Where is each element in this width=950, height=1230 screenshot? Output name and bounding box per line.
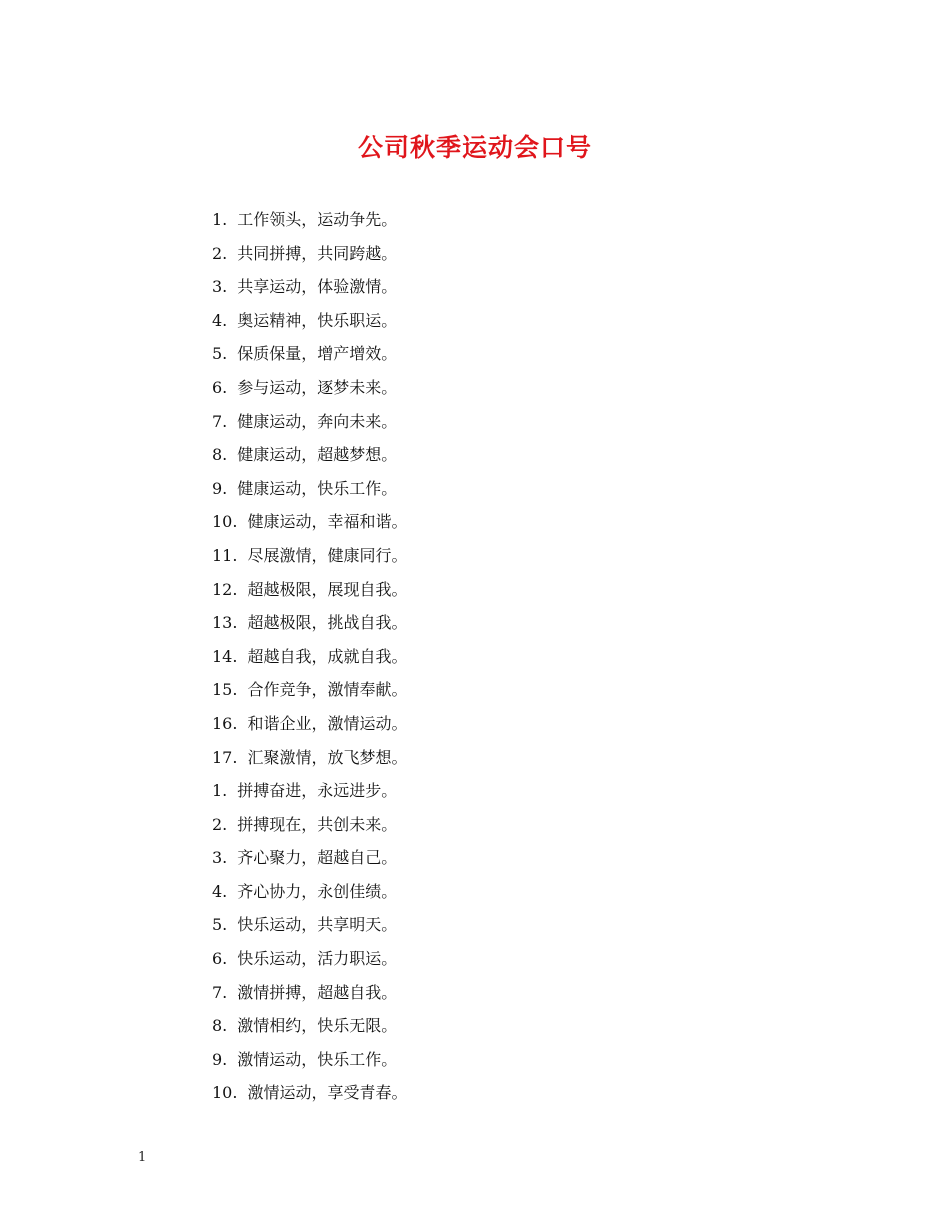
- list-item-text: 激情运动，享受青春。: [247, 1083, 408, 1103]
- list-item-text: 健康运动，奔向未来。: [237, 411, 398, 431]
- list-item-number: 8.: [212, 445, 228, 465]
- list-item-text: 超越自我，成就自我。: [247, 646, 408, 666]
- list-item-number: 10.: [212, 512, 238, 532]
- list-item-text: 合作竞争，激情奉献。: [247, 680, 408, 700]
- list-item: [212, 841, 407, 875]
- list-item-text: 健康运动，幸福和谐。: [247, 512, 408, 532]
- list-item-text: 健康运动，超越梦想。: [237, 445, 398, 465]
- list-item-number: 6.: [212, 377, 228, 397]
- list-item: [212, 808, 407, 842]
- list-item-text: 快乐运动，活力职运。: [237, 949, 398, 969]
- list-item: [212, 942, 407, 976]
- list-item-number: 9.: [212, 478, 228, 498]
- slogan-list: [212, 203, 407, 1110]
- list-item-text: 参与运动，逐梦未来。: [237, 377, 398, 397]
- list-item-number: 8.: [212, 1016, 228, 1036]
- list-item: [212, 573, 407, 607]
- list-item-number: 2.: [212, 814, 228, 834]
- list-item-text: 奥运精神，快乐职运。: [237, 310, 398, 330]
- list-item-text: 共享运动，体验激情。: [237, 277, 398, 297]
- list-item-number: 11.: [212, 545, 238, 565]
- list-item: [212, 337, 407, 371]
- list-item-text: 激情运动，快乐工作。: [237, 1049, 398, 1069]
- list-item-text: 拼搏现在，共创未来。: [237, 814, 398, 834]
- list-item-number: 13.: [212, 613, 238, 633]
- list-item-number: 3.: [212, 848, 228, 868]
- list-item: [212, 371, 407, 405]
- list-item-number: 7.: [212, 982, 228, 1002]
- list-item: [212, 505, 407, 539]
- list-item: [212, 405, 407, 439]
- list-item: [212, 270, 407, 304]
- list-item-text: 齐心聚力，超越自己。: [237, 848, 398, 868]
- list-item: [212, 673, 407, 707]
- page-title: 公司秋季运动会口号: [357, 133, 592, 162]
- list-item-text: 汇聚激情，放飞梦想。: [247, 747, 408, 767]
- list-item: [212, 472, 407, 506]
- list-item: [212, 774, 407, 808]
- list-item-text: 超越极限，挑战自我。: [247, 613, 408, 633]
- list-item-text: 保质保量，增产增效。: [237, 344, 398, 364]
- list-item-text: 超越极限，展现自我。: [247, 579, 408, 599]
- list-item-number: 1.: [212, 781, 228, 801]
- list-item-number: 16.: [212, 713, 238, 733]
- list-item: [212, 908, 407, 942]
- list-item: [212, 606, 407, 640]
- list-item: [212, 741, 407, 775]
- list-item-number: 4.: [212, 310, 228, 330]
- page-number: 1: [138, 1150, 147, 1165]
- list-item: [212, 203, 407, 237]
- list-item-number: 12.: [212, 579, 238, 599]
- list-item: [212, 304, 407, 338]
- list-item-number: 17.: [212, 747, 238, 767]
- list-item-text: 共同拼搏，共同跨越。: [237, 243, 398, 263]
- list-item-number: 5.: [212, 344, 228, 364]
- list-item-number: 3.: [212, 277, 228, 297]
- list-item: [212, 707, 407, 741]
- list-item-number: 10.: [212, 1083, 238, 1103]
- list-item-text: 齐心协力，永创佳绩。: [237, 881, 398, 901]
- list-item: [212, 1076, 407, 1110]
- list-item: [212, 438, 407, 472]
- list-item-text: 工作领头，运动争先。: [237, 210, 398, 229]
- list-item: [212, 539, 407, 573]
- list-item-text: 激情相约，快乐无限。: [237, 1016, 398, 1036]
- list-item-text: 健康运动，快乐工作。: [237, 478, 398, 498]
- list-item-text: 尽展激情，健康同行。: [247, 545, 408, 565]
- list-item-number: 2.: [212, 243, 228, 263]
- list-item-text: 拼搏奋进，永远进步。: [237, 781, 398, 801]
- list-item-number: 15.: [212, 680, 238, 700]
- list-item-text: 快乐运动，共享明天。: [237, 915, 398, 935]
- list-item: [212, 1009, 407, 1043]
- list-item-number: 7.: [212, 411, 228, 431]
- list-item-text: 激情拼搏，超越自我。: [237, 982, 398, 1002]
- list-item: [212, 237, 407, 271]
- list-item-number: 6.: [212, 949, 228, 969]
- list-item: [212, 1043, 407, 1077]
- list-item-number: 14.: [212, 646, 238, 666]
- list-item: [212, 640, 407, 674]
- list-item-number: 9.: [212, 1049, 228, 1069]
- list-item: [212, 875, 407, 909]
- list-item-text: 和谐企业，激情运动。: [247, 713, 408, 733]
- list-item: [212, 976, 407, 1010]
- list-item-number: 4.: [212, 881, 228, 901]
- list-item-number: 5.: [212, 915, 228, 935]
- list-item-number: 1.: [212, 210, 228, 229]
